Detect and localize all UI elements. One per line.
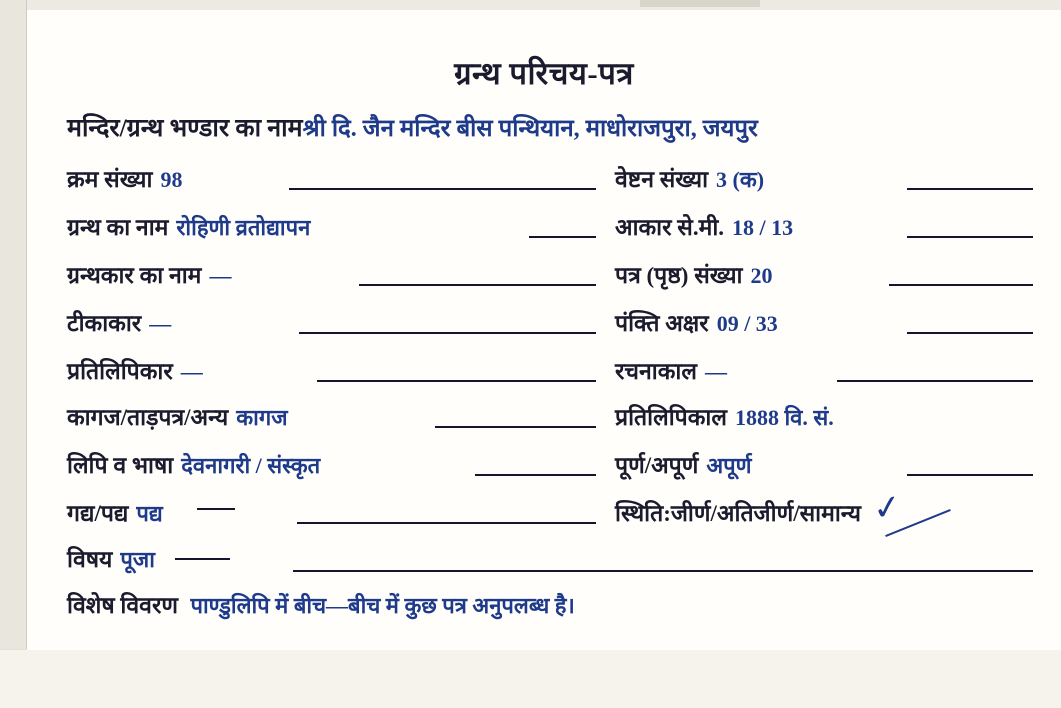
field-value: — bbox=[209, 263, 232, 288]
card-sheet bbox=[27, 10, 1061, 650]
field-value: 1888 वि. सं. bbox=[734, 405, 834, 430]
field-rachnakaal bbox=[615, 354, 735, 398]
field-tikakaar bbox=[67, 306, 179, 350]
field-krama-sankhya bbox=[67, 162, 190, 206]
rule-left-2 bbox=[529, 236, 596, 238]
field-pankti-akshar bbox=[615, 306, 786, 350]
rule-left-8a bbox=[197, 508, 235, 510]
field-value: 20 bbox=[750, 263, 773, 288]
rule-left-3 bbox=[359, 284, 596, 286]
rule-right-6 bbox=[907, 474, 1033, 476]
field-label: ग्रन्थ का नाम bbox=[67, 215, 169, 240]
field-label: पंक्ति अक्षर bbox=[615, 311, 709, 336]
field-value: — bbox=[180, 359, 203, 384]
field-value: रोहिणी व्रतोद्यापन bbox=[176, 215, 311, 240]
rule-left-7 bbox=[475, 474, 596, 476]
field-label: आकार से.मी. bbox=[615, 215, 725, 240]
rule-right-3 bbox=[889, 284, 1033, 286]
temple-name-label: मन्दिर/ग्रन्थ भण्डार का नाम bbox=[67, 115, 303, 142]
field-label: विशेष विवरण bbox=[67, 593, 178, 618]
rule-left-4 bbox=[299, 332, 596, 334]
scan-notch bbox=[640, 0, 760, 7]
rule-right-5 bbox=[837, 380, 1033, 382]
temple-name-row bbox=[67, 110, 1057, 144]
field-veshtan-sankhya bbox=[615, 162, 772, 206]
field-vishesh-vivaran bbox=[67, 588, 583, 620]
field-value: पूजा bbox=[120, 547, 155, 572]
rule-left-8 bbox=[297, 522, 596, 524]
scan-left-edge bbox=[0, 0, 27, 708]
field-value: पाण्डुलिपि में बीच—बीच में कुछ पत्र अनुपलब्ध है। bbox=[190, 593, 575, 618]
field-label: रचनाकाल bbox=[615, 359, 697, 384]
field-patra-sankhya bbox=[615, 258, 781, 302]
field-value: — bbox=[704, 359, 727, 384]
field-value: पद्य bbox=[136, 501, 163, 526]
page-title: ग्रन्थ परिचय-पत्र bbox=[454, 56, 634, 91]
field-label: पत्र (पृष्ठ) संख्या bbox=[615, 263, 743, 288]
field-sthiti bbox=[615, 496, 861, 540]
field-lipi-bhasha bbox=[67, 448, 328, 492]
field-granthkaar-naam bbox=[67, 258, 239, 302]
field-value: 98 bbox=[160, 167, 183, 192]
field-vishay bbox=[67, 542, 163, 586]
field-label: विषय bbox=[67, 547, 113, 572]
field-aakaar bbox=[615, 210, 801, 254]
scan-top-edge bbox=[0, 0, 1061, 10]
rule-right-2 bbox=[907, 236, 1033, 238]
temple-name-value: श्री दि. जैन मन्दिर बीस पन्थियान, माधोराजपुरा, जयपुर bbox=[302, 116, 758, 142]
field-gadya-padya bbox=[67, 496, 171, 540]
field-label: गद्य/पद्य bbox=[67, 501, 129, 526]
rule-left-5 bbox=[317, 380, 596, 382]
field-label: ग्रन्थकार का नाम bbox=[67, 263, 202, 288]
field-label: लिपि व भाषा bbox=[67, 453, 174, 478]
field-value: 09 / 33 bbox=[716, 311, 778, 336]
field-label: प्रतिलिपिकार bbox=[67, 359, 173, 384]
field-label: पूर्ण/अपूर्ण bbox=[615, 453, 699, 478]
rule-right-4 bbox=[907, 332, 1033, 334]
rule-left-1 bbox=[289, 188, 596, 190]
field-pratilipikaal bbox=[615, 400, 842, 444]
rule-left-9 bbox=[293, 570, 1033, 572]
field-pratilipikaar bbox=[67, 354, 211, 398]
field-value: देवनागरी / संस्कृत bbox=[181, 453, 321, 478]
field-value: कागज bbox=[236, 405, 288, 430]
field-value: — bbox=[149, 311, 172, 336]
field-label: स्थिति:जीर्ण/अतिजीर्ण/सामान्य bbox=[615, 501, 861, 526]
rule-right-1 bbox=[907, 188, 1033, 190]
check-mark-icon: ✓ bbox=[870, 488, 905, 529]
rule-left-6 bbox=[435, 426, 596, 428]
field-value: 18 / 13 bbox=[732, 215, 794, 240]
field-granth-naam bbox=[67, 210, 318, 254]
field-label: क्रम संख्या bbox=[67, 167, 153, 192]
field-purna-apurna bbox=[615, 448, 760, 492]
field-label: प्रतिलिपिकाल bbox=[615, 405, 727, 430]
field-kagaj-tadpatra-anya bbox=[67, 400, 296, 444]
field-value: अपूर्ण bbox=[706, 453, 752, 478]
rule-left-9a bbox=[175, 558, 230, 560]
field-label: कागज/ताड़पत्र/अन्य bbox=[67, 405, 229, 430]
field-label: वेष्टन संख्या bbox=[615, 167, 709, 192]
field-label: टीकाकार bbox=[67, 311, 142, 336]
scan-bottom-edge bbox=[0, 649, 1061, 708]
field-value: 3 (क) bbox=[716, 167, 765, 192]
